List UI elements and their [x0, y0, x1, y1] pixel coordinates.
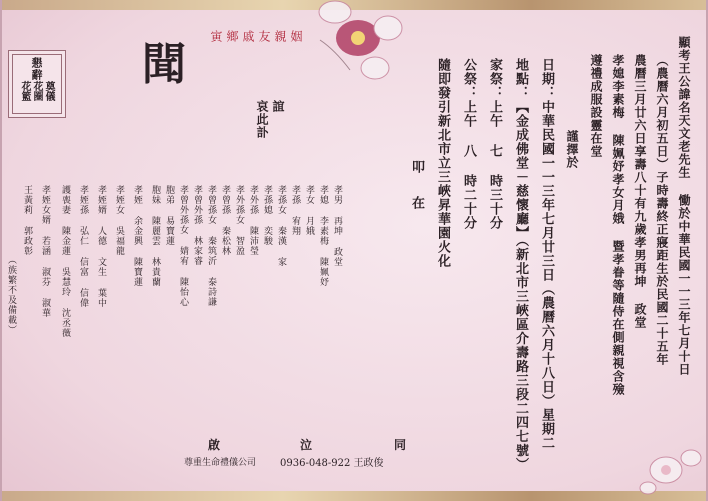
detail-closing: 叩 在 [409, 160, 424, 213]
announcement-line-5: 遵禮成服設靈在堂 [589, 54, 603, 158]
mourner-col-7: 孝外孫 陳沛瑩 [248, 185, 258, 256]
mourner-col-20: 孝姪女婿 若涵 淑芬 淑華 [40, 185, 50, 318]
seal-col-2: 花圈 [31, 81, 42, 101]
mourner-col-16: 孝姪女 吳福龍 [114, 185, 124, 256]
heading-sub-3: 友 [257, 30, 271, 43]
company-phone: 0936-048-922 王政俊 [280, 458, 384, 469]
bottom-gold-band [0, 491, 708, 501]
mourner-apology: （族繁不及備載） [6, 255, 16, 335]
detail-public-rite: 公祭：上午 八 時二十分 [461, 58, 476, 230]
heading-sub-1: 姻 [289, 30, 303, 43]
seal-top-text: 懇辭 [30, 57, 43, 81]
heading-sub-2: 親 [273, 30, 287, 43]
mourner-col-3: 孝女 月娥 [304, 185, 314, 236]
mourner-col-5: 孝孫女 秦漢 家 [276, 185, 286, 267]
heading-notice: 哀此訃 [255, 100, 269, 139]
bottom-word-1: 啟 [208, 438, 221, 452]
mourner-col-13: 胞弟 易寶蓮 [164, 185, 174, 246]
bottom-word-2: 泣 [300, 438, 313, 452]
announcement-line-6: 謹擇於 [565, 130, 579, 169]
mourner-col-21: 王黃莉 郭政彰 [22, 185, 32, 256]
bottom-word-3: 同 [394, 438, 407, 452]
heading-sub-line: 誼 [271, 100, 285, 113]
mourner-col-4: 孝孫 宥翔 [290, 185, 300, 236]
mourner-col-8: 孝外孫女 智盈 [234, 185, 244, 256]
mourner-col-12: 孝曾外孫女 婧宥 陳怡心 [178, 185, 188, 307]
mourner-col-11: 孝曾外孫 林家睿 [192, 185, 202, 266]
detail-family-rite: 家祭：上午 七 時三十分 [487, 58, 502, 230]
detail-cremation: 隨即發引新北市立三峽昇華園火化 [435, 58, 450, 268]
obituary-heading: 聞 [142, 39, 186, 90]
funeral-company: 尊重生命禮儀公司 [184, 458, 257, 468]
mourner-col-18: 孝姪孫 弘仁 信富 信偉 [78, 185, 88, 308]
condolence-seal [8, 50, 66, 118]
heading-sub-4: 戚 [241, 30, 255, 43]
flower-cluster-bottom-icon [636, 440, 706, 498]
heading-sub-5: 鄉 [225, 30, 239, 43]
announcement-line-1: 顯考王公諱名天文老先生 慟於中華民國一一三年七月十日 [677, 36, 691, 376]
detail-location: 地點：【金成佛堂－慈懷廳】（新北市三峽區介壽路三段二四七號） [513, 58, 528, 472]
flower-cluster-top-icon [300, 0, 410, 95]
mourner-col-1: 孝男 再坤 政堂 [332, 185, 342, 267]
announcement-line-2: （農曆六月初五日）子時壽終正寢距生於民國二十五年 [655, 54, 669, 366]
announcement-line-4: 孝媳李素梅 陳姵妤孝女月娥 暨孝眷等隨侍在側親視含殮 [611, 54, 625, 396]
mourner-col-10: 孝曾孫女 秦筑沂 泰詩謙 [206, 185, 216, 307]
mourner-col-14: 胞妹 陳麗雲 林貴蘭 [150, 185, 160, 287]
detail-date: 日期：中華民國一一三年七月廿三日（農曆六月十八日）星期二 [539, 58, 554, 450]
mourner-col-17: 孝姪婿 人德 文生 葉中 [96, 185, 106, 308]
mourner-col-2: 孝媳 李素梅 陳姵妤 [318, 185, 328, 287]
seal-col-1: 奠儀 [43, 81, 54, 101]
mourner-col-19: 護喪妻 陳金蓮 吳慧玲 沈丞薇 [60, 185, 70, 338]
mourner-col-15: 孝姪 余金興 陳寶蓮 [132, 185, 142, 287]
announcement-line-3: 農曆三月廿六日享壽八十有九歲孝男再坤 政堂 [633, 54, 647, 329]
left-edge [0, 0, 2, 501]
mourner-col-9: 孝曾孫 秦松林 [220, 185, 230, 256]
heading-sub-6: 寅 [209, 30, 223, 43]
seal-col-3: 花籃 [19, 81, 30, 101]
mourner-col-6: 孝孫媳 奕駿 [262, 185, 272, 246]
